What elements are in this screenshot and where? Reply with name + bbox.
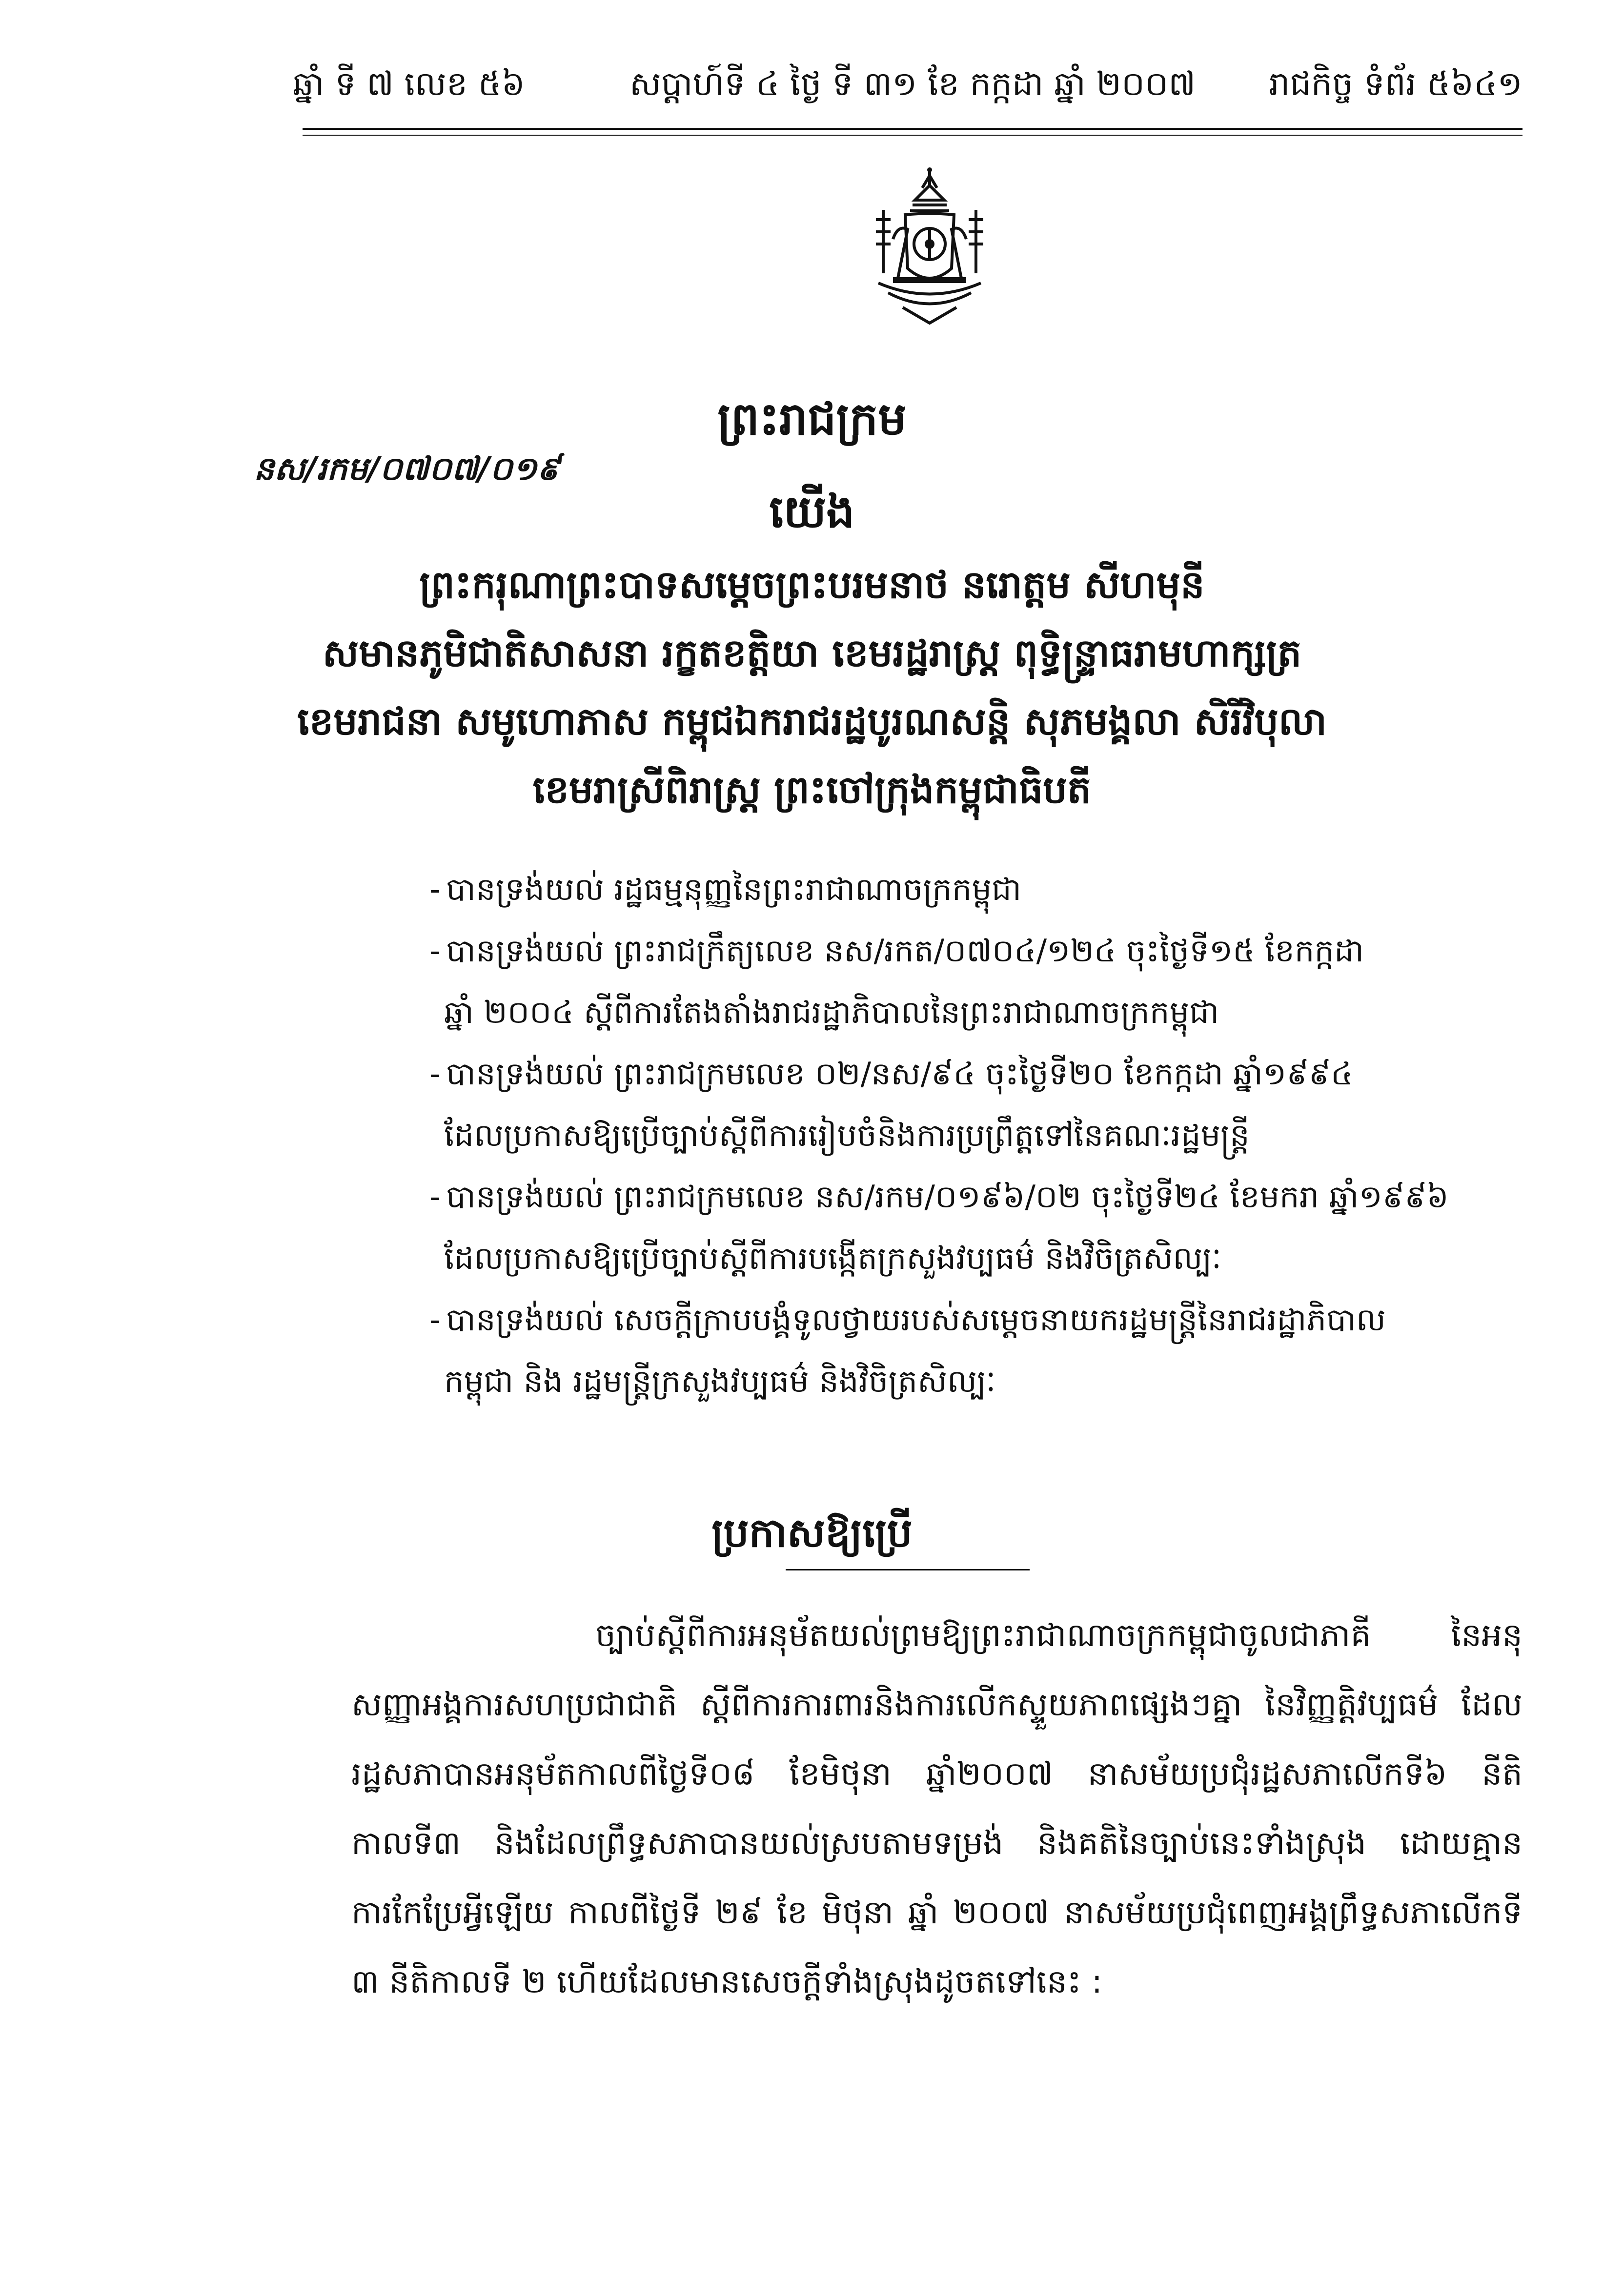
royal-coat-of-arms-icon [864, 166, 995, 327]
clause-item [429, 1166, 1532, 1289]
clause-continuation: ឆ្នាំ ២០០៤ ស្តីពីការតែងតាំងរាជរដ្ឋាភិបាលនៃព្រះរាជាណាចក្រកម្ពុជា [444, 995, 1219, 1031]
clause-item [429, 1289, 1532, 1412]
clause-text: បានទ្រង់យល់ ព្រះរាជក្រឹត្យលេខ នស/រកត/០៧០៤/១២៤ ចុះថ្ងៃទី១៥ ខែកក្កដា [446, 933, 1364, 969]
clause-item [429, 1043, 1532, 1166]
clause-text: បានទ្រង់យល់ ព្រះរាជក្រមលេខ នស/រកម/០១៩៦/០២ ចុះថ្ងៃទី២៤ ខែមករា ឆ្នាំ១៩៩៦ [446, 1179, 1449, 1215]
header-rule-thin [303, 135, 1522, 136]
clause-text: បានទ្រង់យល់ សេចក្តីក្រាបបង្គំទូលថ្វាយរបស់សម្តេចនាយករដ្ឋមន្ត្រីនៃរាជរដ្ឋាភិបាល [446, 1302, 1386, 1338]
clause-text: បានទ្រង់យល់ រដ្ឋធម្មនុញ្ញនៃព្រះរាជាណាចក្រកម្ពុជា [446, 872, 1022, 908]
gazette-page-number: រាជកិច្ច ទំព័រ ៥៦៤១ [1269, 65, 1522, 103]
clause-dash: - [429, 933, 441, 969]
clause-item [429, 920, 1532, 1043]
running-header [293, 63, 1522, 117]
proclaim-underline [786, 1569, 1030, 1570]
we-heading: យើង [769, 486, 855, 538]
clause-dash: - [429, 1056, 441, 1092]
clause-continuation: ដែលប្រកាសឱ្យប្រើច្បាប់ស្តីពីការបង្កើតក្រសួងវប្បធម៌ និងវិចិត្រសិល្បៈ [444, 1241, 1221, 1277]
clause-dash: - [429, 1179, 441, 1215]
clause-dash: - [429, 872, 441, 908]
clause-item [429, 859, 1532, 920]
gazette-year-issue: ឆ្នាំ ទី ៧ លេខ ៥៦ [293, 65, 525, 103]
body-paragraph-text: ច្បាប់ស្តីពីការអនុម័តយល់ព្រមឱ្យព្រះរាជាណាចក្រកម្ពុជាចូលជាភាគី នៃអនុសញ្ញាអង្គការសហប្រជាជាតិ ស្តីពីការការពារនិងការលើកស្ទួយភាពផ្សេងៗគ្នា នៃវិញ្ញត្តិវប្បធម៌ ដែលរដ្ឋសភាបានអនុម័តកាលពីថ្ងៃទី០៨ ខែមិថុនា ឆ្នាំ២០០៧ នាសម័យប្រជុំរដ្ឋសភាលើកទី៦ នីតិកាលទី៣ និងដែលព្រឹទ្ធសភាបានយល់ស្របតាមទម្រង់ និងគតិនៃច្បាប់នេះទាំងស្រុង ដោយគ្មានការកែប្រែអ្វីឡើយ កាលពីថ្ងៃទី ២៩ ខែ មិថុនា ឆ្នាំ ២០០៧ នាសម័យប្រជុំពេញអង្គព្រឹទ្ធសភាលើកទី ៣ នីតិកាលទី ២ ហើយដែលមានសេចក្តីទាំងស្រុងដូចតទៅនេះ : [351, 1616, 1522, 2000]
king-title-line: ព្រះករុណាព្រះបាទសម្តេចព្រះបរមនាថ នរោត្តម សីហមុនី [419, 563, 1205, 607]
king-title-line: ខេមរាជនា សមូហោភាស កម្ពុជឯករាជរដ្ឋបូរណសន្តិ សុភមង្គលា សិរីវិបុលា [297, 700, 1327, 744]
proclaim-heading: ប្រកាសឱ្យប្រើ [711, 1510, 913, 1556]
clause-continuation: ដែលប្រកាសឱ្យប្រើច្បាប់ស្តីពីការរៀបចំនិងការប្រព្រឹត្តទៅនៃគណៈរដ្ឋមន្ត្រី [444, 1118, 1250, 1154]
king-title-line: សមានភូមិជាតិសាសនា រក្ខតខត្តិយា ខេមរដ្ឋរាស្ត្រ ពុទ្ធិន្ទ្រាធរាមហាក្សត្រ [322, 632, 1302, 675]
king-title-line: ខេមរាស្រីពិរាស្ត្រ ព្រះចៅក្រុងកម្ពុជាធិបតី [532, 768, 1092, 812]
header-rule [303, 128, 1522, 130]
body-paragraph [351, 1601, 1522, 2017]
gazette-date: សប្តាហ៍ទី ៤ ថ្ងៃ ទី ៣១ ខែ កក្កដា ឆ្នាំ ២០០៧ [629, 65, 1196, 103]
clause-text: បានទ្រង់យល់ ព្រះរាជក្រមលេខ ០២/នស/៩៤ ចុះថ្ងៃទី២០ ខែកក្កដា ឆ្នាំ១៩៩៤ [446, 1056, 1353, 1092]
decree-title: ព្រះរាជក្រម [717, 393, 907, 445]
considering-clauses [429, 859, 1532, 1412]
decree-reference-number: នស/រកម/០៧០៧/០១៩ [254, 450, 560, 488]
clause-continuation: កម្ពុជា និង រដ្ឋមន្ត្រីក្រសួងវប្បធម៌ និងវិចិត្រសិល្បៈ [444, 1364, 996, 1400]
clause-dash: - [429, 1302, 441, 1338]
